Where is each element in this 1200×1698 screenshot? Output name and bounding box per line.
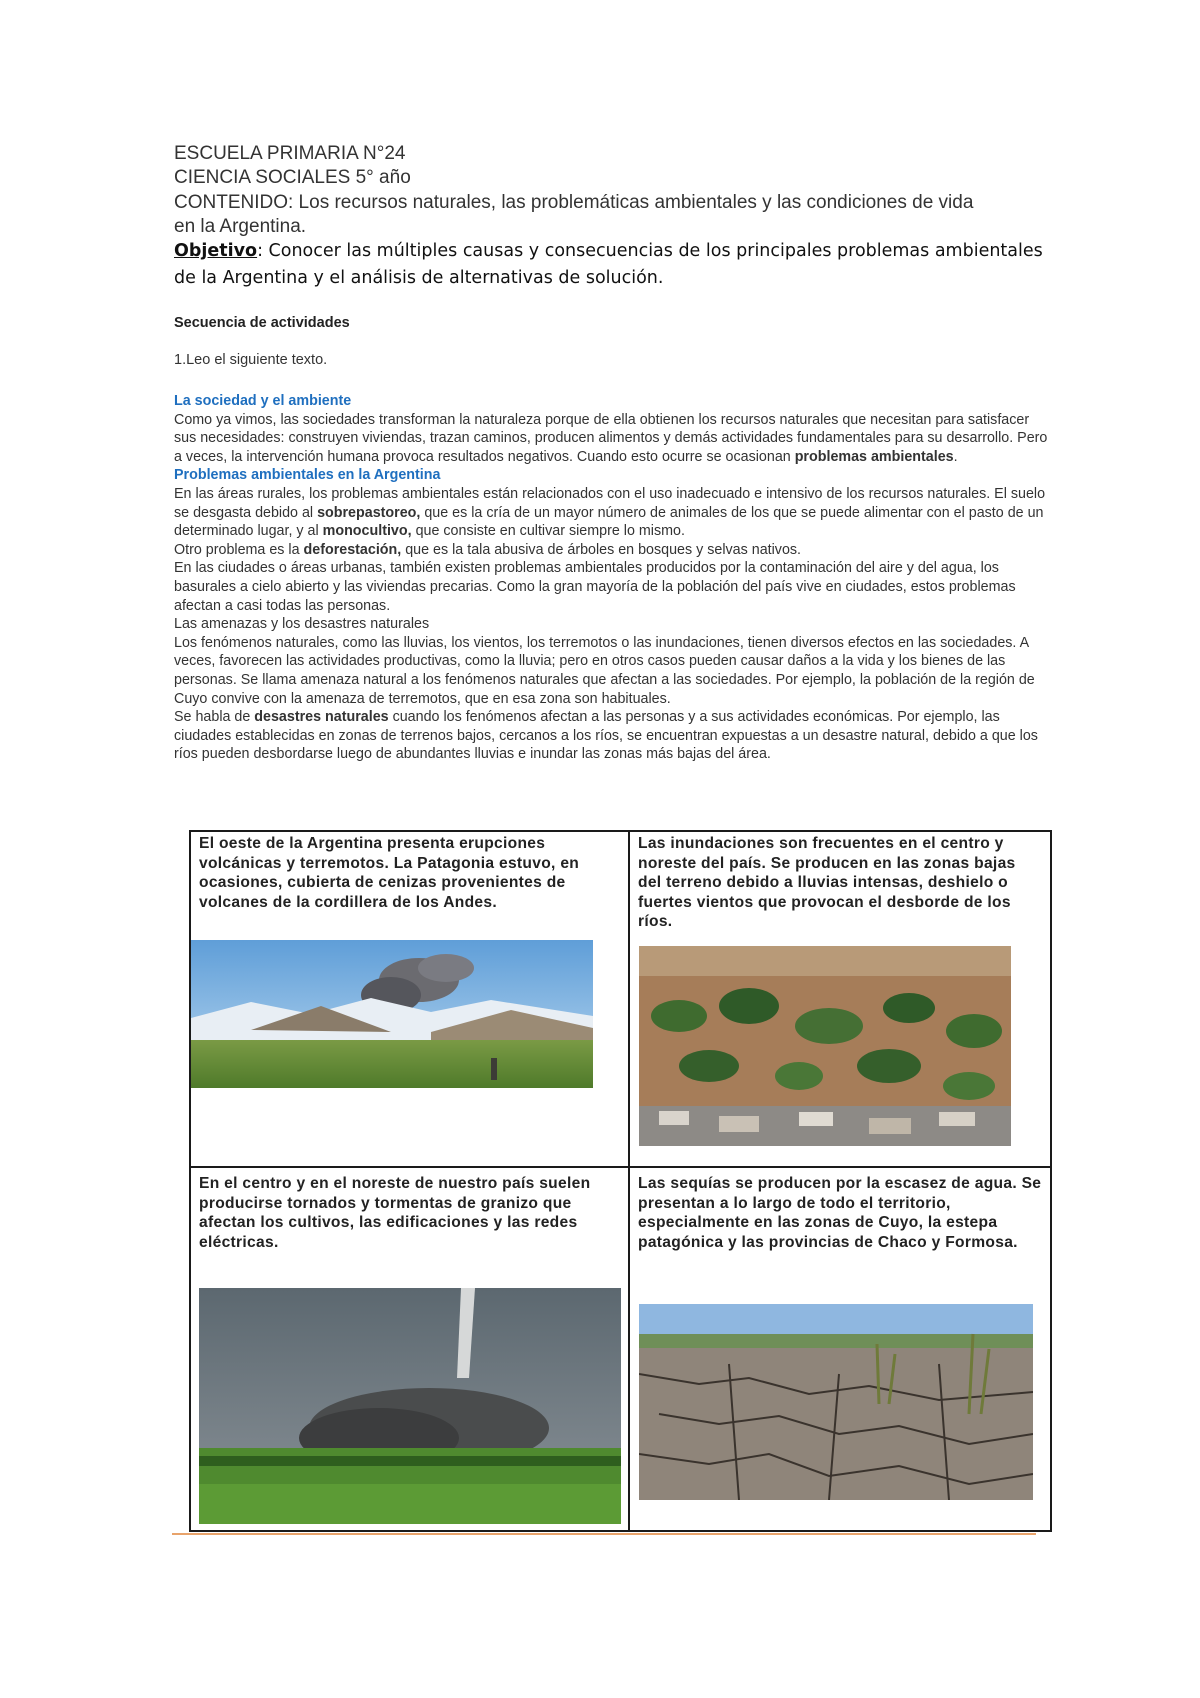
reading-text [174, 392, 1054, 764]
paragraph-7: Se habla de desastres naturales cuando los fenómenos afectan a las personas y a sus actividades económicas. Por ejemplo, las ciudades establecidas en zonas de terrenos bajos, cercanos a los ríos, se encuentran expuestas a un desastre natural, debido a que los ríos pueden desbordarse luego de abundantes lluvias e inundar las zonas más bajas del área. [174, 709, 1038, 763]
paragraph-2: En las áreas rurales, los problemas ambientales están relacionados con el uso inadecuado e intensivo de los recursos naturales. El suelo se desgasta debido al sobrepastoreo, que es la cría de un mayor número de animales de los que se puede alimentar con el pasto de un determinado lugar, y al monocultivo, que consiste en cultivar siempre lo mismo. [174, 485, 1046, 540]
drought-image [639, 1304, 1033, 1500]
grid-divider-horizontal [191, 1166, 1050, 1168]
natural-hazards-grid [189, 830, 1052, 1532]
footer-rule [172, 1533, 1036, 1535]
activities-title: Secuencia de actividades [174, 315, 350, 331]
paragraph-1: Como ya vimos, las sociedades transforman la naturaleza porque de ella obtienen los recursos naturales que necesitan para satisfacer sus necesidades: construyen viviendas, trazan caminos, producen alimentos y demás actividades fundamentales para su desarrollo. Pero a veces, la intervención humana provoca resultados negativos. Cuando esto ocurre se ocasionan problemas ambientales. [174, 411, 1048, 465]
card-volcanoes-text: El oeste de la Argentina presenta erupciones volcánicas y terremotos. La Patagonia estuvo, en ocasiones, cubierta de cenizas provenientes de volcanes de la cordillera de los Andes. [199, 835, 580, 911]
subject-line: CIENCIA SOCIALES 5° año [174, 167, 411, 188]
paragraph-4: En las ciudades o áreas urbanas, también existen problemas ambientales producidos por la contaminación del aire y del agua, los basurales a cielo abierto y las viviendas precarias. Como la gran mayoría de la población del país vive en ciudades, estos problemas afectan a casi todas las personas. [174, 560, 1016, 614]
card-tornadoes-text: En el centro y en el noreste de nuestro país suelen producirse tornados y tormentas de granizo que afectan los cultivos, las edificaciones y las redes eléctricas. [199, 1175, 591, 1251]
heading-problemas-ambientales: Problemas ambientales en la Argentina [174, 467, 441, 484]
content-line-continued: en la Argentina. [174, 216, 307, 237]
heading-sociedad-ambiente: La sociedad y el ambiente [174, 393, 352, 409]
school-name: ESCUELA PRIMARIA N°24 [174, 143, 406, 164]
paragraph-6: Los fenómenos naturales, como las lluvias, los vientos, los terremotos o las inundaciones, tienen diversos efectos en las sociedades. A veces, favorecen las actividades productivas, como la lluvia; pero en otros casos pueden causar daños a la vida y los bienes de las personas. Se llama amenaza natural a los fenómenos naturales que afectan a las sociedades. Por ejemplo, la población de la región de Cuyo convive con la amenaza de terremotos, que en esa zona son habituales. [174, 634, 1035, 707]
flood-image [639, 946, 1011, 1146]
objective [174, 238, 1054, 292]
card-droughts-text: Las sequías se producen por la escasez de agua. Se presentan a lo largo de todo el territorio, especialmente en las zonas de Cuyo, la estepa patagónica y las provincias de Chaco y Formosa. [638, 1175, 1042, 1251]
activity-step-1: 1.Leo el siguiente texto. [174, 352, 328, 368]
paragraph-3: Otro problema es la deforestación, que es la tala abusiva de árboles en bosques y selvas nativos. [174, 541, 802, 558]
paragraph-5: Las amenazas y los desastres naturales [174, 616, 430, 633]
objective-label: Objetivo [174, 241, 258, 261]
tornado-image [199, 1288, 621, 1524]
card-floods-text: Las inundaciones son frecuentes en el centro y noreste del país. Se producen en las zonas bajas del terreno debido a lluvias intensas, deshielo o fuertes vientos que provocan el desborde de los ríos. [638, 835, 1016, 930]
content-line: CONTENIDO: Los recursos naturales, las problemáticas ambientales y las condiciones de vida [174, 192, 974, 213]
grid-divider-vertical [628, 832, 630, 1530]
objective-text: : Conocer las múltiples causas y consecuencias de los principales problemas ambientales de la Argentina y el análisis de alternativas de solución. [174, 241, 1043, 288]
volcano-image [191, 940, 593, 1088]
